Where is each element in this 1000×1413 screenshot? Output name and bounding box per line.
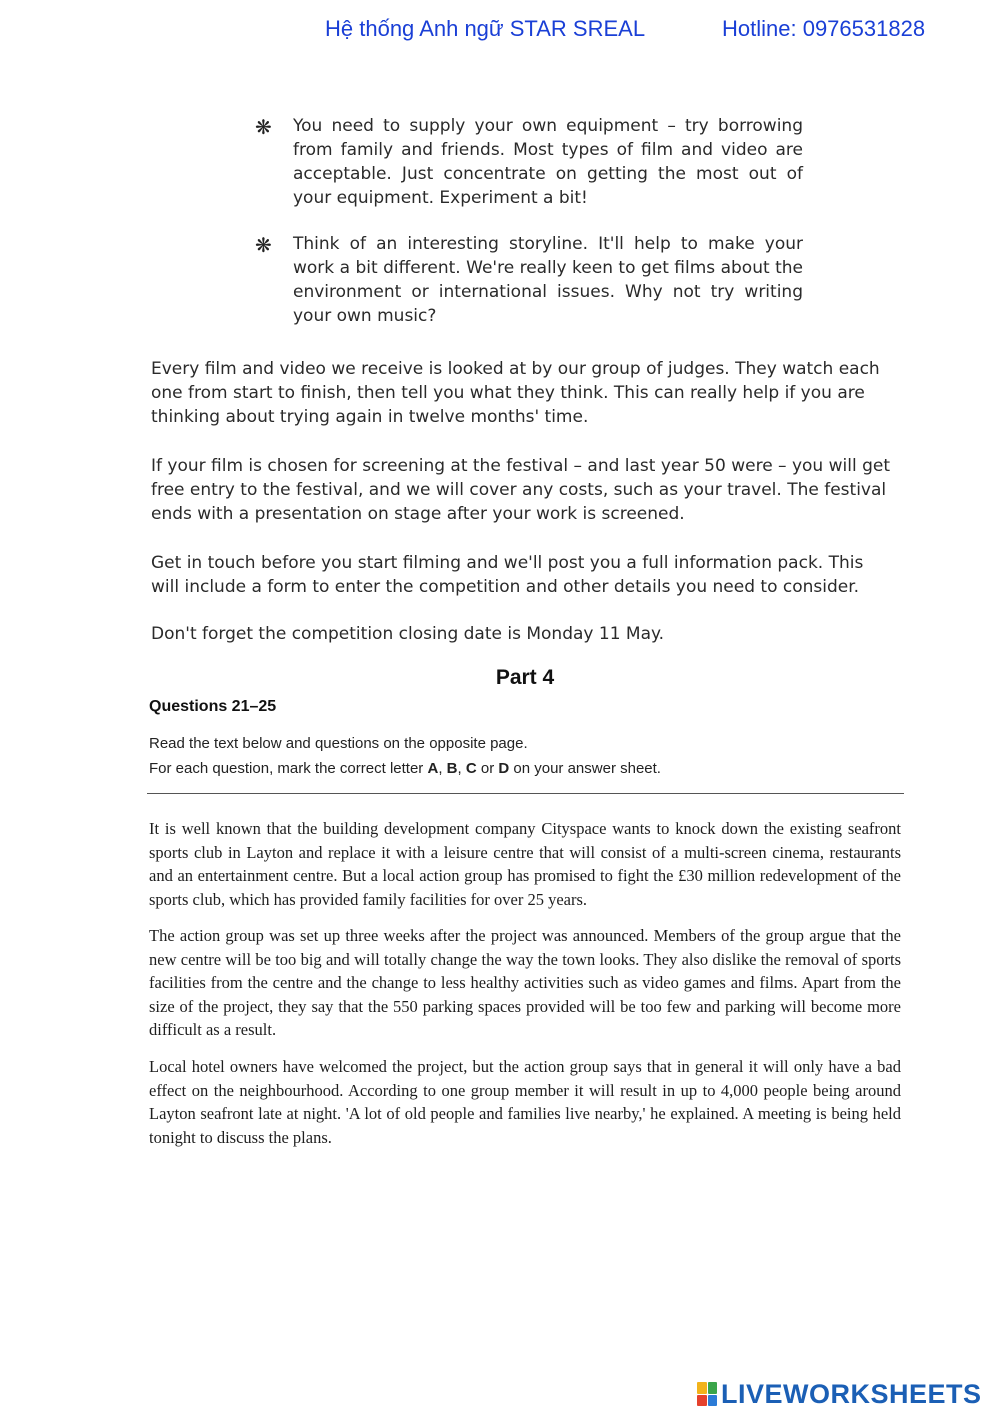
closing-date-paragraph: Don't forget the competition closing date is Monday 11 May. (151, 624, 665, 644)
tip-text: You need to supply your own equipment – try borrowing from family and friends. Most types of film and video are acceptable. Just concentrate on getting the most out of your equipment. Experiment a bit! (293, 116, 803, 208)
hotline-text: Hotline: 0976531828 (722, 16, 926, 41)
asterisk-bullet-icon: ❋ (255, 117, 272, 139)
letter-a: A (427, 760, 439, 777)
logo-square (708, 1382, 718, 1394)
article-paragraph: It is well known that the building development company Cityspace wants to knock down the existing seafront sports club in Layton and replace it with a leisure centre that will consist of a multi-screen cinema, restaurants and an entertainment centre. But a local action group has promised to fight the £30 million redevelopment of the sports club, which has provided family facilities for over 25 years. (149, 819, 901, 909)
page-header (0, 16, 1000, 46)
tips-list (255, 114, 803, 350)
judges-paragraph: Every film and video we receive is looked at by our group of judges. They watch each one from start to finish, then tell you what they think. This can really help if you are thinking about trying again in twelve months' time. (151, 359, 880, 427)
letter-c: C (465, 760, 477, 777)
divider-line (147, 793, 904, 794)
logo-square (697, 1382, 707, 1394)
article-paragraph: The action group was set up three weeks after the project was announced. Members of the group argue that the new centre will be too big and will totally change the way the town looks. They also dislike the removal of sports facilities from the centre and the change to less healthy activities such as video games and films. Apart from the size of the project, they say that the 550 parking spaces provided will be too few and parking will become more difficult as a result. (149, 926, 901, 1039)
logo-square (697, 1395, 707, 1407)
questions-heading: Questions 21–25 (149, 698, 277, 715)
asterisk-bullet-icon: ❋ (255, 235, 272, 257)
logo-squares-icon (697, 1382, 717, 1406)
tip-item (255, 232, 803, 328)
school-brand-text: Hệ thống Anh ngữ STAR SREAL (325, 16, 646, 41)
tip-item (255, 114, 803, 210)
letter-d: D (498, 760, 510, 777)
separator: , (438, 760, 443, 777)
screening-paragraph: If your film is chosen for screening at the festival – and last year 50 were – you will get free entry to the festival, and we will cover any costs, such as your travel. The festival ends with a presentation on stage after your work is screened. (151, 456, 890, 524)
liveworksheets-logo (697, 1378, 982, 1410)
letter-b: B (446, 760, 458, 777)
logo-square (708, 1395, 718, 1407)
separator: , (457, 760, 462, 777)
instruction-prefix: For each question, mark the correct letter (149, 760, 424, 777)
logo-text: LIVEWORKSHEETS (721, 1378, 982, 1409)
info-pack-paragraph: Get in touch before you start filming and we'll post you a full information pack. This will include a form to enter the competition and other details you need to consider. (151, 553, 864, 597)
instruction-suffix: on your answer sheet. (513, 760, 661, 777)
article-paragraph: Local hotel owners have welcomed the project, but the action group says that in general it will only have a bad effect on the neighbourhood. According to one group member it will result in up to 4,000 people being around Layton seafront late at night. 'A lot of old people and families live nearby,' he explained. A meeting is being held tonight to discuss the plans. (149, 1057, 901, 1147)
part-title: Part 4 (495, 666, 555, 689)
tip-text: Think of an interesting storyline. It'll help to make your work a bit different. We're really keen to get films about the environment or international issues. Why not try writing your own music? (293, 234, 803, 326)
instruction-read: Read the text below and questions on the opposite page. (149, 735, 528, 752)
word-or: or (480, 760, 495, 777)
instruction-mark (149, 760, 661, 777)
